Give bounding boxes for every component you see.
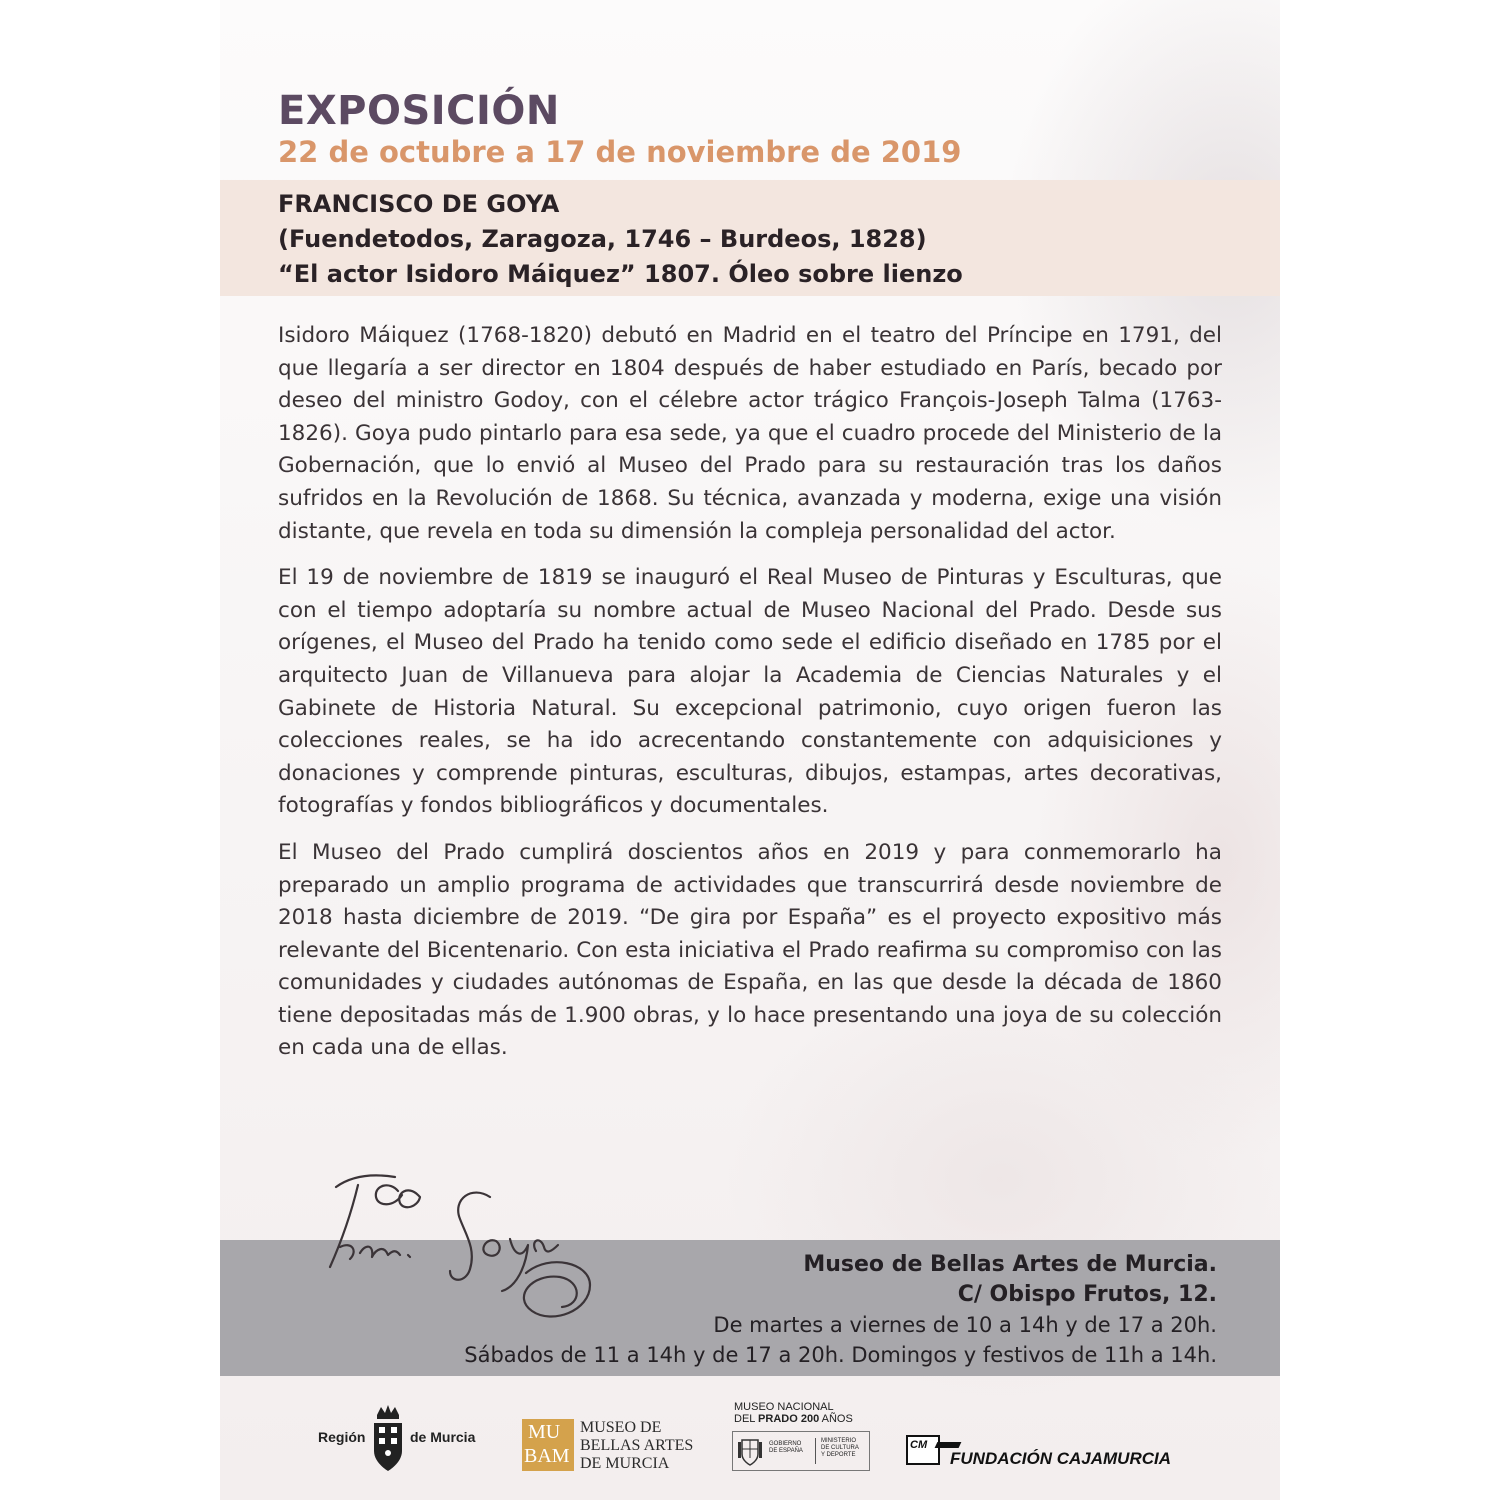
artwork-title: “El actor Isidoro Máiquez” 1807. Óleo sobre lienzo	[278, 260, 963, 288]
region-logo-text-right: de Murcia	[410, 1429, 476, 1445]
coat-of-arms-icon	[371, 1405, 405, 1473]
artist-name: FRANCISCO DE GOYA	[278, 190, 560, 218]
artist-life: (Fuendetodos, Zaragoza, 1746 – Burdeos, 1828)	[278, 225, 927, 253]
ministerio-text: MINISTERIO DE CULTURA Y DEPORTE	[821, 1438, 859, 1458]
venue-name: Museo de Bellas Artes de Murcia.	[803, 1252, 1217, 1277]
exhibition-poster	[220, 0, 1280, 1500]
prado-logo-line-1: MUSEO NACIONAL	[734, 1401, 834, 1413]
mubam-text-line-2: BELLAS ARTES	[580, 1437, 694, 1454]
venue-hours-weekend: Sábados de 11 a 14h y de 17 a 20h. Domingos y festivos de 11h a 14h.	[464, 1343, 1217, 1367]
exhibition-dates: 22 de octubre a 17 de noviembre de 2019	[278, 135, 962, 169]
mubam-text-line-3: DE MURCIA	[580, 1455, 670, 1472]
region-logo-text-left: Región	[318, 1429, 366, 1445]
artwork-banner	[220, 180, 1280, 296]
cajamurcia-mark-icon: CM	[906, 1435, 940, 1465]
government-ministry-box	[732, 1431, 870, 1471]
gobierno-text: GOBIERNO DE ESPAÑA	[769, 1441, 803, 1454]
venue-hours-weekdays: De martes a viernes de 10 a 14h y de 17 a 20h.	[713, 1313, 1217, 1337]
cajamurcia-text: FUNDACIÓN CAJAMURCIA	[950, 1449, 1171, 1468]
prado-logo-line-2: DEL PRADO 200 AÑOS	[734, 1413, 853, 1425]
goya-signature	[300, 1155, 620, 1330]
mubam-mark-icon: MU BAM	[522, 1419, 574, 1471]
sponsor-logos	[220, 1395, 1280, 1500]
mubam-logo	[522, 1419, 707, 1475]
region-murcia-logo	[318, 1405, 488, 1475]
description-text	[278, 320, 1222, 1079]
mubam-text-line-1: MUSEO DE	[580, 1419, 662, 1436]
prado-200-logo	[732, 1401, 882, 1473]
fundacion-cajamurcia-logo	[906, 1435, 1196, 1475]
spain-shield-icon	[737, 1436, 763, 1466]
paragraph-1: Isidoro Máiquez (1768-1820) debutó en Madrid en el teatro del Príncipe en 1791, del que llegaría a ser director en 1804 después de haber estudiado en París, becado por deseo del ministro Godoy, con el célebre actor trágico François-Joseph Talma (1763-1826). Goya pudo pintarlo para esa sede, ya que el cuadro procede del Ministerio de la Gobernación, que lo envió al Museo del Prado para su restauración tras los daños sufridos en la Revolución de 1868. Su técnica, avanzada y moderna, exige una visión distante, que revela en toda su dimensión la compleja personalidad del actor.	[278, 323, 1222, 544]
paragraph-3: El Museo del Prado cumplirá doscientos años en 2019 y para conmemorarlo ha preparado un amplio programa de actividades que transcurrirá desde noviembre de 2018 hasta diciembre de 2019. “De gira por España” es el proyecto expositivo más relevante del Bicentenario. Con esta iniciativa el Prado reafirma su compromiso con las comunidades y ciudades autónomas de España, en las que desde la década de 1860 tiene depositadas más de 1.900 obras, y lo hace presentando una joya de su colección en cada una de ellas.	[278, 839, 1222, 1061]
venue-address: C/ Obispo Frutos, 12.	[957, 1282, 1217, 1307]
paragraph-2: El 19 de noviembre de 1819 se inauguró el Real Museo de Pinturas y Esculturas, que con el tiempo adoptaría su nombre actual de Museo Nacional del Prado. Desde sus orígenes, el Museo del Prado ha tenido como sede el edificio diseñado en 1785 por el arquitecto Juan de Villanueva para alojar la Academia de Ciencias Naturales y el Gabinete de Historia Natural. Su excepcional patrimonio, cuyo origen fueron las colecciones reales, se ha ido acrecentando constantemente con adquisiciones y donaciones y comprende pinturas, esculturas, dibujos, estampas, artes decorativas, fotografías y fondos bibliográficos y documentales.	[278, 565, 1222, 819]
exhibition-title: EXPOSICIÓN	[278, 88, 560, 134]
